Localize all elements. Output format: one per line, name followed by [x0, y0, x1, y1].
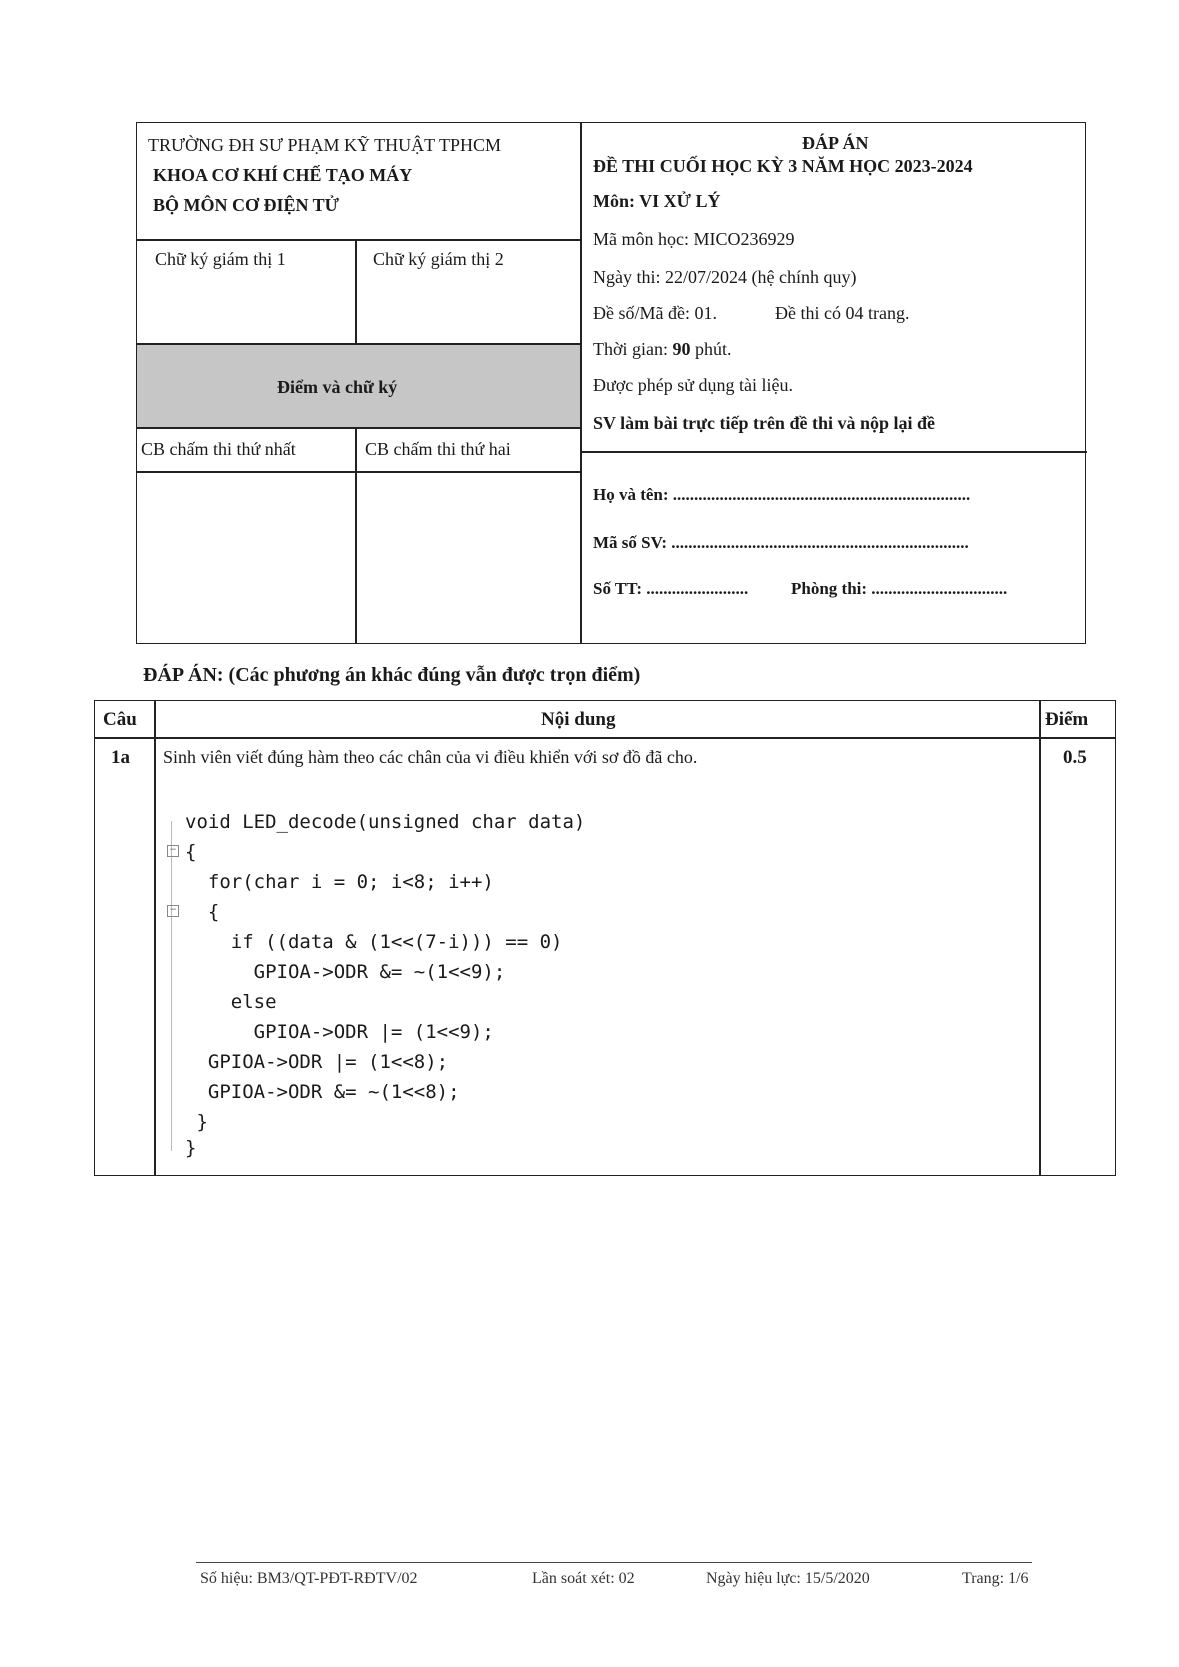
code-line: }: [185, 1111, 208, 1133]
code-line: for(char i = 0; i<8; i++): [185, 871, 494, 893]
code-line: {: [185, 841, 197, 863]
course-code: Mã môn học: MICO236929: [593, 229, 795, 249]
exam-date: Ngày thi: 22/07/2024 (hệ chính quy): [593, 267, 857, 287]
answer-table: [94, 700, 1116, 1176]
row-score: 0.5: [1063, 747, 1087, 768]
code-line: {: [185, 901, 220, 923]
exam-code: Đề số/Mã đề: 01.: [593, 303, 717, 323]
student-id-field: Mã số SV: ......................................................................: [593, 533, 969, 552]
room-field: Phòng thi: ................................: [791, 579, 1008, 598]
student-name-field: Họ và tên: ......................................................................: [593, 485, 971, 504]
department-name: BỘ MÔN CƠ ĐIỆN TỬ: [153, 195, 340, 215]
materials-note: Được phép sử dụng tài liệu.: [593, 375, 793, 395]
footer-doc-code: Số hiệu: BM3/QT-PĐT-RĐTV/02: [200, 1570, 418, 1587]
code-line: }: [185, 1137, 197, 1159]
order-no-field: Số TT: ........................: [593, 579, 749, 598]
proctor1-label: Chữ ký giám thị 1: [155, 249, 286, 269]
footer-revision: Lần soát xét: 02: [532, 1570, 635, 1587]
collapse-icon: −: [167, 845, 179, 857]
footer-effective-date: Ngày hiệu lực: 15/5/2020: [706, 1570, 870, 1587]
code-line: void LED_decode(unsigned char data): [185, 811, 586, 833]
footer-page-number: Trang: 1/6: [962, 1570, 1029, 1587]
doc-type: ĐÁP ÁN: [802, 133, 869, 153]
duration: [593, 339, 732, 360]
code-line: GPIOA->ODR &= ~(1<<8);: [185, 1081, 460, 1103]
proctor2-label: Chữ ký giám thị 2: [373, 249, 504, 269]
col-question-header: Câu: [103, 709, 137, 730]
code-line: else: [185, 991, 277, 1013]
footer-divider: [196, 1562, 1032, 1563]
code-line: if ((data & (1<<(7-i))) == 0): [185, 931, 563, 953]
faculty-name: KHOA CƠ KHÍ CHẾ TẠO MÁY: [153, 165, 413, 185]
exam-title: ĐỀ THI CUỐI HỌC KỲ 3 NĂM HỌC 2023-2024: [593, 156, 973, 176]
row-question: 1a: [111, 747, 130, 768]
code-line: GPIOA->ODR |= (1<<9);: [185, 1021, 494, 1043]
answer-heading: ĐÁP ÁN: (Các phương án khác đúng vẫn được trọn điểm): [143, 664, 641, 686]
col-score-header: Điểm: [1045, 709, 1089, 730]
code-line: GPIOA->ODR |= (1<<8);: [185, 1051, 449, 1073]
instruction-note: SV làm bài trực tiếp trên đề thi và nộp lại đề: [593, 413, 935, 433]
subject: Môn: VI XỬ LÝ: [593, 191, 721, 211]
exam-header: [136, 122, 1086, 644]
duration-label: Thời gian:: [593, 339, 673, 359]
row-description: Sinh viên viết đúng hàm theo các chân của vi điều khiển với sơ đồ đã cho.: [163, 747, 698, 767]
collapse-icon: −: [167, 905, 179, 917]
duration-unit: phút.: [690, 339, 732, 359]
duration-value: 90: [672, 339, 691, 359]
school-name: TRƯỜNG ĐH SƯ PHẠM KỸ THUẬT TPHCM: [148, 135, 501, 155]
code-line: GPIOA->ODR &= ~(1<<9);: [185, 961, 506, 983]
grader1-label: CB chấm thi thứ nhất: [141, 439, 296, 459]
page-count: Đề thi có 04 trang.: [775, 303, 910, 323]
col-content-header: Nội dung: [541, 709, 616, 730]
grader2-label: CB chấm thi thứ hai: [365, 439, 511, 459]
score-sign-label: Điểm và chữ ký: [277, 377, 398, 397]
